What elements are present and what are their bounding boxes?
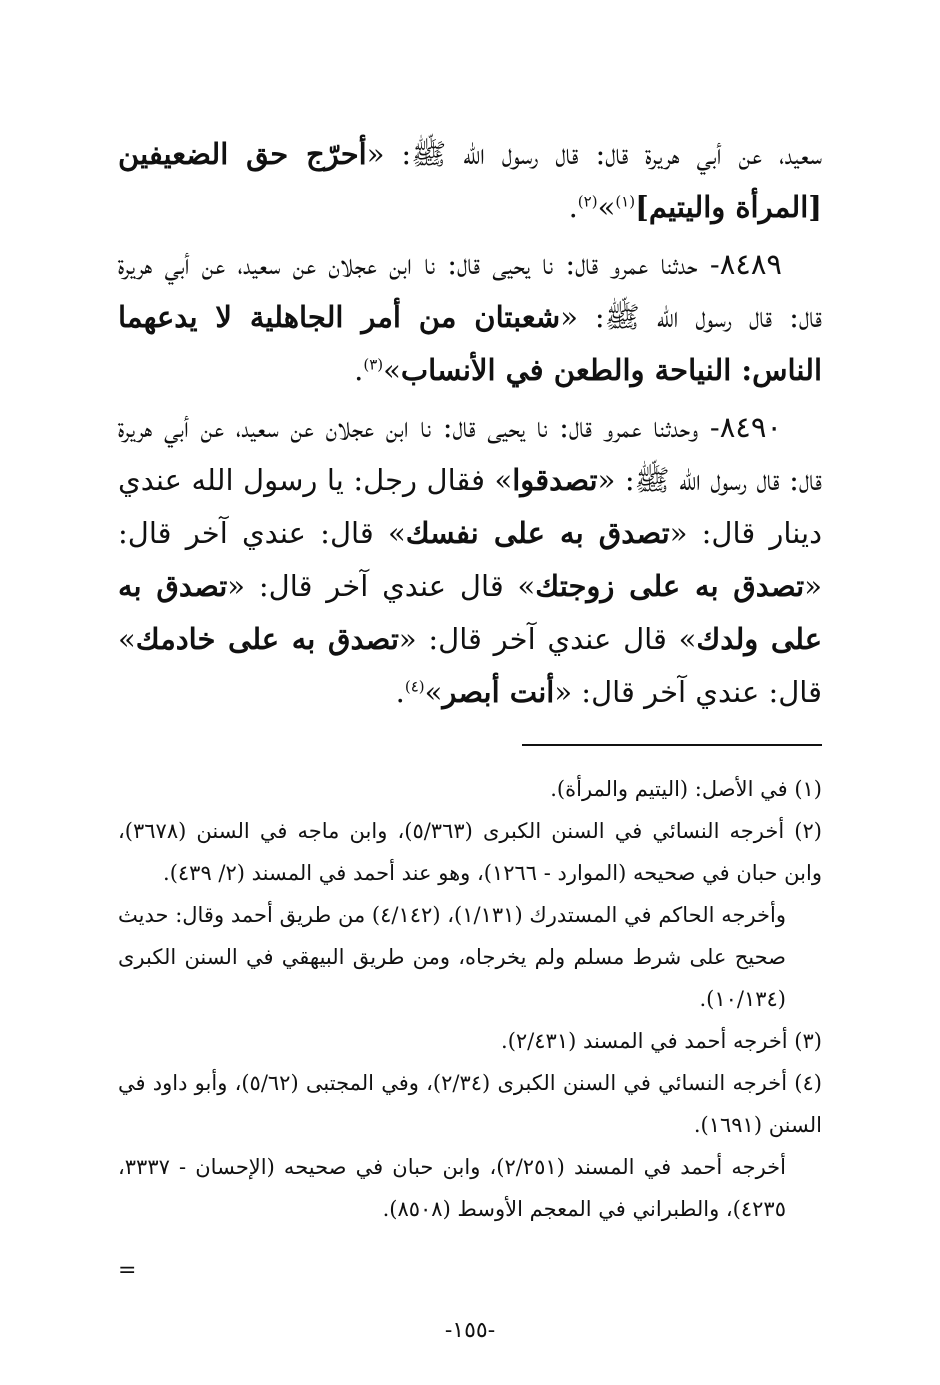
- p2-text: ٨٤٨٩- حدثنا عمرو قال: نا يحيى قال: نا ابن عجلان عن سعيد، عن أبي هريرة قال: قال رسول الله ﷺ: «: [118, 247, 822, 334]
- footnote-2: (٢) أخرجه النسائي في السنن الكبرى (٥/٣٦٣)، وابن ماجه في السنن (٣٦٧٨)، وابن حبان في صحيحه (الموارد - ١٢٦٦)، وهو عند أحمد في المسند (٢/ ٤٣٩).: [118, 819, 822, 885]
- p3-text: ٨٤٩٠- وحدثنا عمرو قال: نا يحيى قال: نا ابن عجلان عن سعيد، عن أبي هريرة قال: قال رسول الله ﷺ: «: [118, 410, 822, 497]
- p2-quote-close: »: [383, 353, 401, 387]
- footnote-ref-3[interactable]: (٣): [363, 355, 384, 374]
- p2-hadith-bold: شعبتان من أمر الجاهلية لا يدعهما الناس: النياحة والطعن في الأنساب: [118, 300, 822, 387]
- paragraph-8490: [118, 401, 822, 719]
- main-text: [118, 128, 822, 723]
- p3-text-5: » قال عندي آخر قال: «: [398, 622, 697, 656]
- p1-quote-close: »: [597, 190, 616, 224]
- footnote-ref-4[interactable]: (٤): [404, 677, 425, 696]
- p3-bold-4: تصدق به على ولدك: [118, 569, 822, 656]
- p3-end: .: [395, 675, 405, 709]
- p3-text-6: » قال: عندي آخر قال: «: [118, 622, 822, 709]
- footnote-3: (٣) أخرجه أحمد في المسند (٢/٤٣١).: [501, 1029, 822, 1053]
- p3-text-3: » قال: عندي آخر قال: «: [118, 516, 822, 603]
- paragraph-8489: [118, 238, 822, 397]
- p1-hadith-bold: أحرّج حق الضعيفين [المرأة واليتيم]: [118, 137, 822, 224]
- p2-end: .: [354, 353, 364, 387]
- footnote-ref-2[interactable]: (٢): [577, 192, 598, 211]
- p3-bold-1: تصدقوا: [512, 463, 598, 497]
- p3-quote-close: »: [424, 675, 443, 709]
- paragraph-1: [118, 128, 822, 234]
- continuation-mark: =: [118, 1258, 137, 1283]
- p3-bold-3: تصدق به على زوجتك: [535, 569, 805, 603]
- p3-bold-6: أنت أبصر: [442, 675, 555, 709]
- p3-bold-5: تصدق به على خادمك: [135, 622, 399, 656]
- footnote-4-continued: أخرجه أحمد في المسند (٢/٢٥١)، وابن حبان في صحيحه (الإحسان - ٣٣٣٧، ٤٢٣٥)، والطبراني في المعجم الأوسط (٨٥٠٨).: [118, 1155, 787, 1221]
- footnote-4: (٤) أخرجه النسائي في السنن الكبرى (٢/٣٤)، وفي المجتبى (٥/٦٢)، وأبو داود في السنن (١٦٩١).: [118, 1071, 822, 1137]
- footnote-1: (١) في الأصل: (اليتيم والمرأة).: [550, 777, 822, 801]
- p1-text: سعيد، عن أبي هريرة قال: قال رسول الله ﷺ: «: [366, 137, 822, 171]
- p3-bold-2: تصدق به على نفسك: [405, 516, 670, 550]
- footnote-2-continued: وأخرجه الحاكم في المستدرك (١/١٣١)، (٤/١٤٢) من طريق أحمد وقال: حديث صحيح على شرط مسلم ولم يخرجاه، ومن طريق البيهقي في السنن الكبرى (١٠/١٣٤).: [118, 903, 786, 1011]
- footnote-ref-1[interactable]: (١): [615, 192, 636, 211]
- p1-end: .: [568, 190, 578, 224]
- p3-text-4: » قال عندي آخر قال: «: [227, 569, 536, 603]
- page-number: -١٥٥-: [444, 1318, 496, 1343]
- footnote-separator: [522, 744, 822, 746]
- footnotes: [118, 768, 822, 1230]
- p3-text-2: » فقال رجل: يا رسول الله عندي دينار قال: «: [118, 463, 822, 550]
